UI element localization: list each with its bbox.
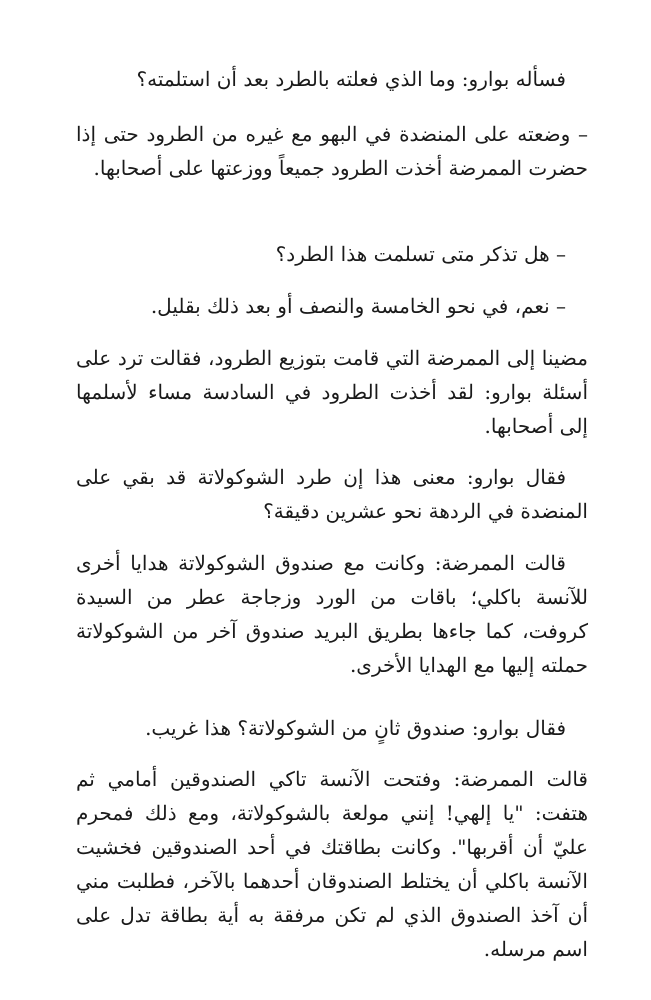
paragraph-2: – وضعته على المنضدة في البهو مع غيره من الطرود حتى إذا حضرت الممرضة أخذت الطرود جميعاً ووزعتها على أصحابها. [76, 122, 588, 180]
paragraph-3: – هل تذكر متى تسلمت هذا الطرد؟ [275, 242, 566, 266]
paragraph-4: – نعم، في نحو الخامسة والنصف أو بعد ذلك بقليل. [150, 294, 566, 318]
paragraph-1: فسأله بوارو: وما الذي فعلته بالطرد بعد أن استلمته؟ [136, 67, 566, 91]
paragraph-5: مضينا إلى الممرضة التي قامت بتوزيع الطرود، فقالت ترد على أسئلة بوارو: لقد أخذت الطرود في السادسة مساء لأسلمها إلى أصحابها. [76, 346, 588, 438]
paragraph-9: قالت الممرضة: وفتحت الآنسة تاكي الصندوقين أمامي ثم هتفت: "يا إلهي! إنني مولعة بالشوكولاتة، ومع ذلك فمحرم عليّ أن أقربها". وكانت بطاقتك في أحد الصندوقين فخشيت الآنسة باكلي أن يختلط الصندوقان أحدهما بالآخر، فطلبت مني أن آخذ الصندوق الذي لم تكن مرفقة به أية بطاقة تدل على اسم مرسله. [76, 767, 588, 961]
paragraph-8: فقال بوارو: صندوق ثانٍ من الشوكولاتة؟ هذا غريب. [145, 716, 566, 740]
paragraph-6: فقال بوارو: معنى هذا إن طرد الشوكولاتة قد بقي على المنضدة في الردهة نحو عشرين دقيقة؟ [76, 465, 588, 523]
paragraph-7: قالت الممرضة: وكانت مع صندوق الشوكولاتة هدايا أخرى للآنسة باكلي؛ باقات من الورد وزجاجة عطر من السيدة كروفت، كما جاءها بطريق البريد صندوق آخر من الشوكولاتة حملته إليها مع الهدايا الأخرى. [76, 551, 588, 677]
